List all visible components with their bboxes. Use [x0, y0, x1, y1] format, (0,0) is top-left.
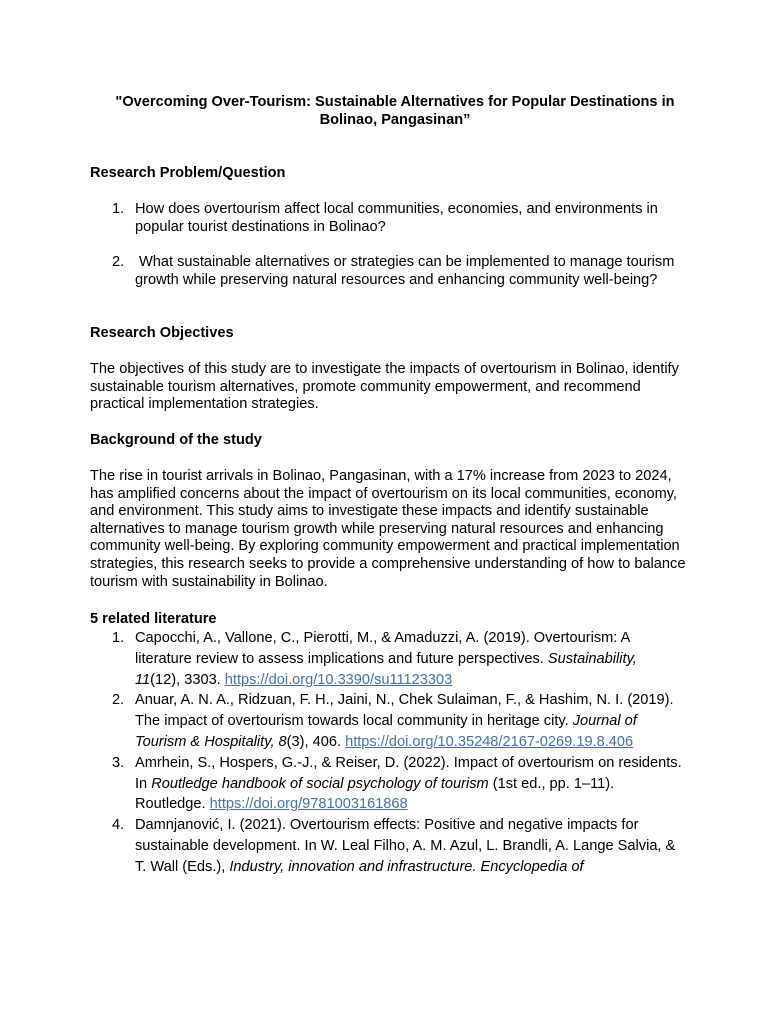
list-number: 4.: [112, 817, 125, 834]
citation-book-title: Routledge handbook of social psychology of tourism: [151, 775, 489, 792]
literature-item: [90, 815, 686, 877]
doi-link[interactable]: https://doi.org/10.3390/su11123303: [224, 671, 453, 688]
list-number: 1.: [112, 630, 125, 646]
doi-link[interactable]: https://doi.org/9781003161868: [209, 796, 408, 813]
list-number: 3.: [112, 754, 125, 771]
research-question: [90, 254, 686, 289]
list-number: 2.: [112, 692, 125, 709]
literature-item: [90, 690, 686, 752]
literature-list: [90, 628, 686, 878]
citation-text: Capocchi, A., Vallone, C., Pierotti, M., & Amaduzzi, A. (2019). Overtourism: A literature review to assess implications and future perspectives.: [135, 630, 630, 667]
list-number: 2.: [112, 254, 125, 270]
research-question: [90, 201, 686, 236]
research-objectives-text: The objectives of this study are to investigate the impacts of overtourism in Bolinao, identify sustainable tourism alternatives, promote community empowerment, and recommend practical implementation strategies.: [90, 361, 679, 413]
background-text: The rise in tourist arrivals in Bolinao, Pangasinan, with a 17% increase from 2023 to 2024, has amplified concerns about the impact of overtourism on its local communities, economy, and environment. This study aims to investigate these impacts and identify sustainable alternatives to manage tourism growth while preserving natural resources and enhancing community well-being. By exploring community empowerment and practical implementation strategies, this research seeks to provide a comprehensive understanding of how to balance tourism with sustainability in Bolinao.: [90, 468, 686, 590]
related-literature-heading: 5 related literature: [90, 611, 217, 627]
literature-item: [90, 753, 686, 815]
citation-book-title: Industry, innovation and infrastructure. Encyclopedia of: [229, 858, 584, 875]
document-title: "Overcoming Over-Tourism: Sustainable Alternatives for Popular Destinations in Bolinao, Pangasinan”: [115, 94, 675, 128]
literature-item: [90, 628, 686, 690]
research-problem-heading: Research Problem/Question: [90, 165, 286, 181]
citation-text: (12), 3303.: [150, 671, 225, 688]
citation-text: (1st ed., pp. 1–11). Routledge.: [135, 775, 615, 813]
doi-link[interactable]: https://doi.org/10.35248/2167-0269.19.8.406: [345, 733, 634, 750]
citation-text: Damnjanović, I. (2021). Overtourism effects: Positive and negative impacts for sustainable development. In W. Leal Filho, A. M. Azul, L. Brandli, A. Lange Salvia, & T. Wall (Eds.),: [135, 817, 676, 875]
citation-text: Anuar, A. N. A., Ridzuan, F. H., Jaini, N., Chek Sulaiman, F., & Hashim, N. I. (2019). The impact of overtourism towards local community in heritage city.: [135, 692, 674, 730]
citation-journal: Sustainability, 11: [135, 650, 637, 688]
citation-text: (3), 406.: [286, 733, 346, 750]
research-question-text: What sustainable alternatives or strategies can be implemented to manage tourism growth while preserving natural resources and enhancing community well-being?: [135, 254, 675, 288]
citation-text: Amrhein, S., Hospers, G.-J., & Reiser, D. (2022). Impact of overtourism on residents. In: [135, 754, 682, 792]
list-number: 1.: [112, 201, 125, 217]
research-objectives-heading: Research Objectives: [90, 325, 234, 341]
research-question-text: How does overtourism affect local communities, economies, and environments in popular tourist destinations in Bolinao?: [135, 201, 658, 235]
background-heading: Background of the study: [90, 432, 262, 448]
citation-journal: Journal of Tourism & Hospitality, 8: [135, 713, 637, 750]
